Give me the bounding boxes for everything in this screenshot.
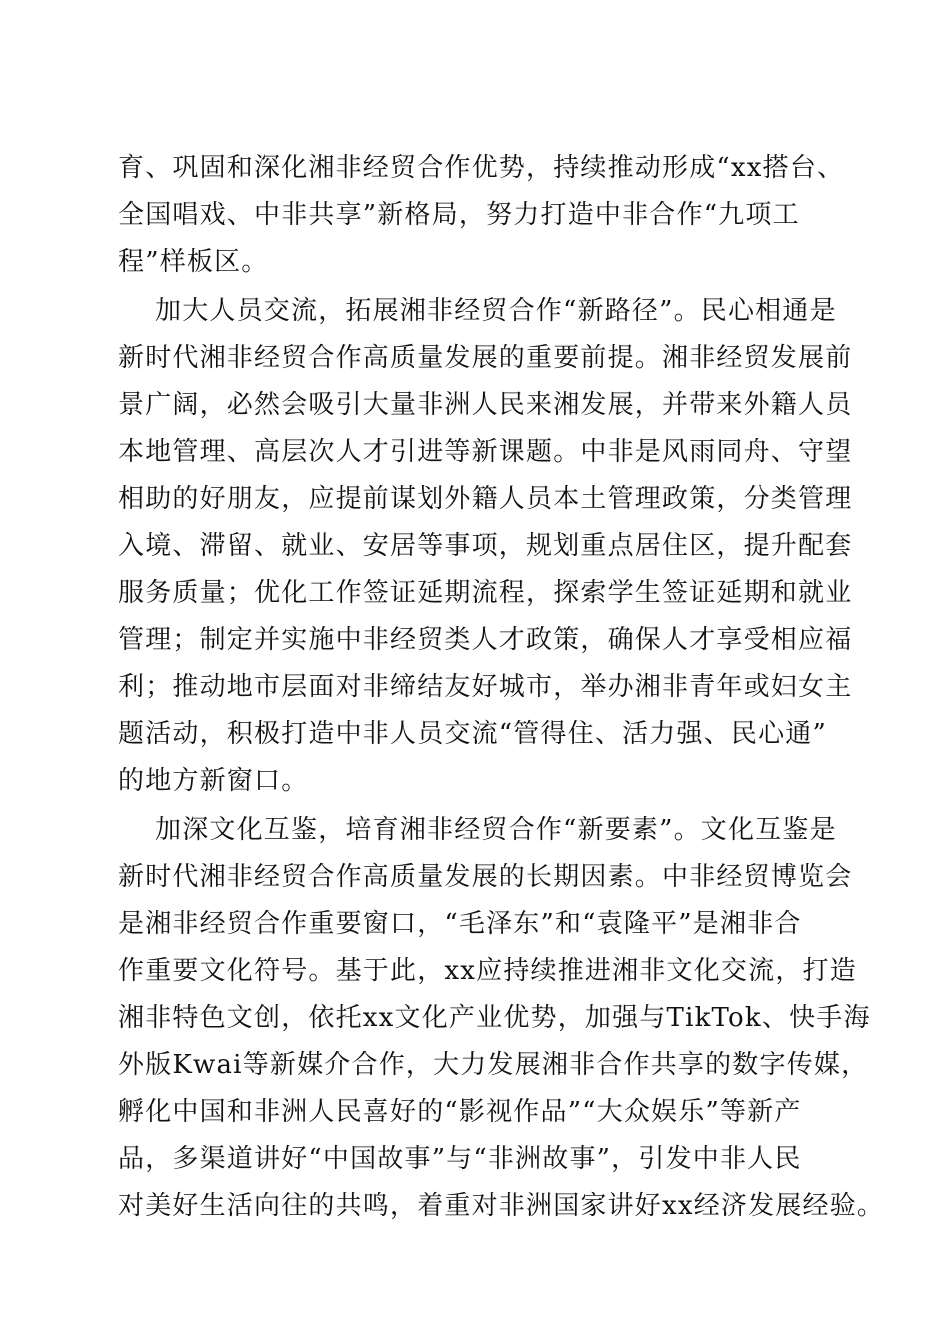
paragraph-3-line-5: 湘非特色文创，依托xx文化产业优势，加强与TikTok、快手海: [118, 1003, 871, 1033]
paragraph-2-line-1: 加大人员交流，拓展湘非经贸合作“新路径”。民心相通是: [155, 296, 837, 326]
paragraph-2-line-2: 新时代湘非经贸合作高质量发展的重要前提。湘非经贸发展前: [118, 343, 853, 373]
paragraph-2-line-5: 相助的好朋友，应提前谋划外籍人员本土管理政策，分类管理: [118, 484, 853, 514]
paragraph-2-line-9: 利；推动地市层面对非缔结友好城市，举办湘非青年或妇女主: [118, 672, 853, 702]
paragraph-2-line-11: 的地方新窗口。: [118, 766, 309, 796]
paragraph-2-line-3: 景广阔，必然会吸引大量非洲人民来湘发展，并带来外籍人员: [118, 390, 853, 420]
paragraph-2-line-8: 管理；制定并实施中非经贸类人才政策，确保人才享受相应福: [118, 625, 853, 655]
paragraph-2-line-7: 服务质量；优化工作签证延期流程，探索学生签证延期和就业: [118, 578, 853, 608]
paragraph-2-line-4: 本地管理、高层次人才引进等新课题。中非是风雨同舟、守望: [118, 437, 853, 467]
paragraph-3-line-7: 孵化中国和非洲人民喜好的“影视作品”“大众娱乐”等新产: [118, 1097, 802, 1127]
paragraph-2-line-6: 入境、滞留、就业、安居等事项，规划重点居住区，提升配套: [118, 531, 853, 561]
paragraph-1-line-2: 全国唱戏、中非共享”新格局，努力打造中非合作“九项工: [118, 200, 800, 230]
paragraph-3-line-3: 是湘非经贸合作重要窗口，“毛泽东”和“袁隆平”是湘非合: [118, 909, 802, 939]
paragraph-2-line-10: 题活动，积极打造中非人员交流“管得住、活力强、民心通”: [118, 719, 827, 749]
paragraph-3-line-8: 品，多渠道讲好“中国故事”与“非洲故事”，引发中非人民: [118, 1144, 802, 1174]
paragraph-3-line-6: 外版Kwai等新媒介合作，大力发展湘非合作共享的数字传媒，: [118, 1050, 869, 1080]
paragraph-1-line-1: 育、巩固和深化湘非经贸合作优势，持续推动形成“xx搭台、: [118, 153, 845, 183]
paragraph-1-line-3: 程”样板区。: [118, 247, 269, 277]
paragraph-3-line-1: 加深文化互鉴，培育湘非经贸合作“新要素”。文化互鉴是: [155, 815, 837, 845]
paragraph-3-line-4: 作重要文化符号。基于此，xx应持续推进湘非文化交流，打造: [118, 956, 857, 986]
paragraph-3-line-2: 新时代湘非经贸合作高质量发展的长期因素。中非经贸博览会: [118, 862, 853, 892]
paragraph-3-line-9: 对美好生活向往的共鸣，着重对非洲国家讲好xx经济发展经验。: [118, 1191, 885, 1221]
